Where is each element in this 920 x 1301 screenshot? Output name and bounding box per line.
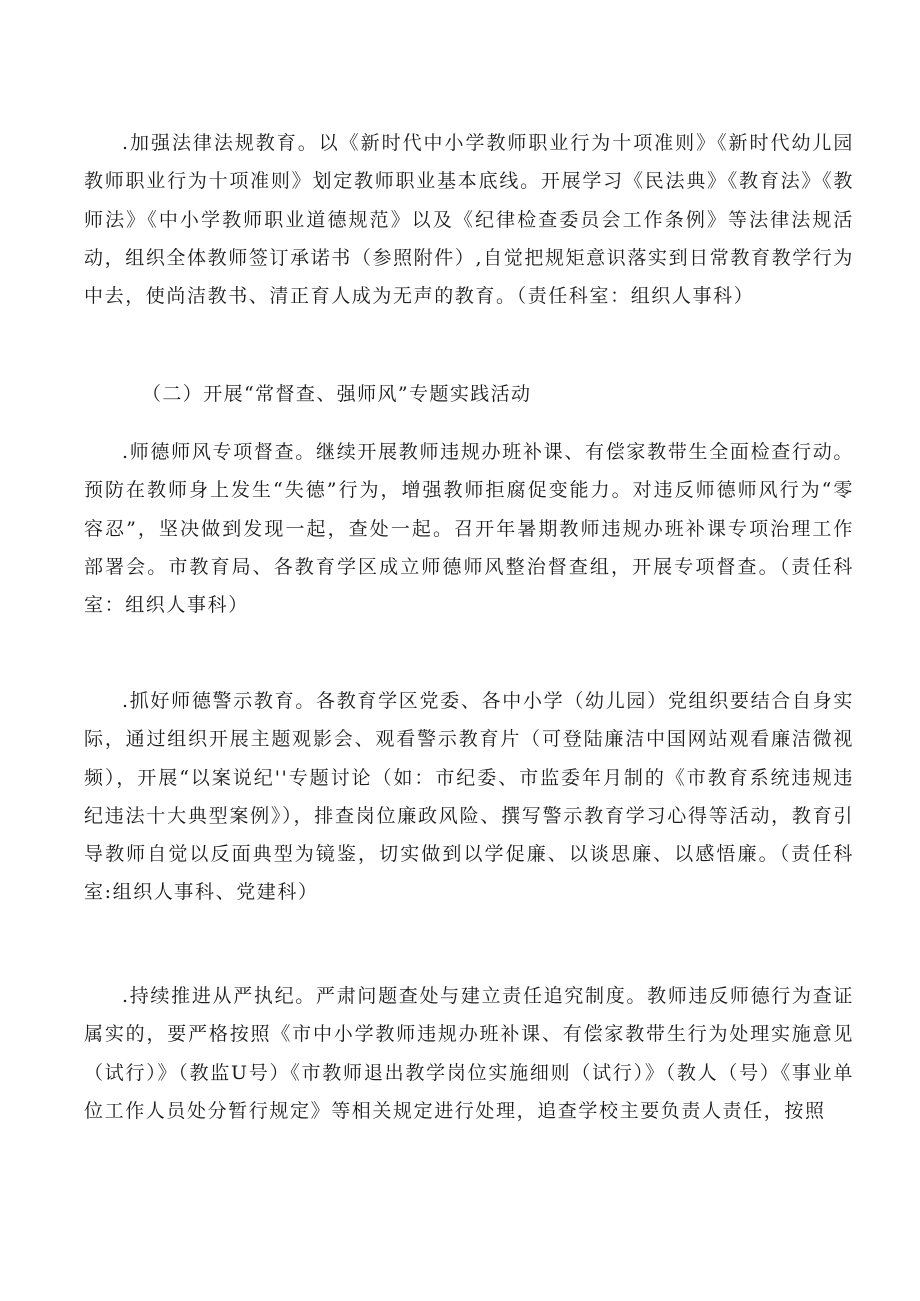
paragraph-warning-education: .抓好师德警示教育。各教育学区党委、各中小学（幼儿园）党组织要结合自身实际，通过组织开展主题观影会、观看警示教育片（可登陆廉洁中国网站观看廉洁微视频），开展“以案说纪''专题讨论（如：市纪委、市监委年月制的《市教育系统违规违纪违法十大典型案例》），排查岗位廉政风险、撰写警示教育学习心得等活动，教育引导教师自觉以反面典型为镜鉴，切实做到以学促廉、以谈思廉、以感悟廉。（责任科室:组织人事科、党建科） <box>84 690 854 904</box>
paragraph-special-inspection: .师德师风专项督查。继续开展教师违规办班补课、有偿家教带生全面检查行动。预防在教师身上发生“失德”行为，增强教师拒腐促变能力。对违反师德师风行为“零容忍”，坚决做到发现一起，查处一起。召开年暑期教师违规办班补课专项治理工作部署会。市教育局、各教育学区成立师德师风整治督查组，开展专项督查。（责任科室：组织人事科） <box>84 441 854 617</box>
paragraph-strict-discipline: .持续推进从严执纪。严肃问题查处与建立责任追究制度。教师违反师德行为查证属实的，要严格按照《市中小学教师违规办班补课、有偿家教带生行为处理实施意见（试行）》（教监U号）《市教师退出教学岗位实施细则（试行）》（教人（号）《事业单位工作人员处分暂行规定》等相关规定进行处理，追查学校主要负责人责任，按照 <box>84 985 854 1122</box>
paragraph-legal-education: .加强法律法规教育。以《新时代中小学教师职业行为十项准则》《新时代幼儿园教师职业行为十项准则》划定教师职业基本底线。开展学习《民法典》《教育法》《教师法》《中小学教师职业道德规范》以及《纪律检查委员会工作条例》等法律法规活动，组织全体教师签订承诺书（参照附件）,自觉把规矩意识落实到日常教育教学行为中去，使尚洁教书、清正育人成为无声的教育。（责任科室：组织人事科） <box>84 132 854 308</box>
section-heading-supervision-activity: （二）开展“常督查、强师风”专题实践活动 <box>142 383 532 405</box>
